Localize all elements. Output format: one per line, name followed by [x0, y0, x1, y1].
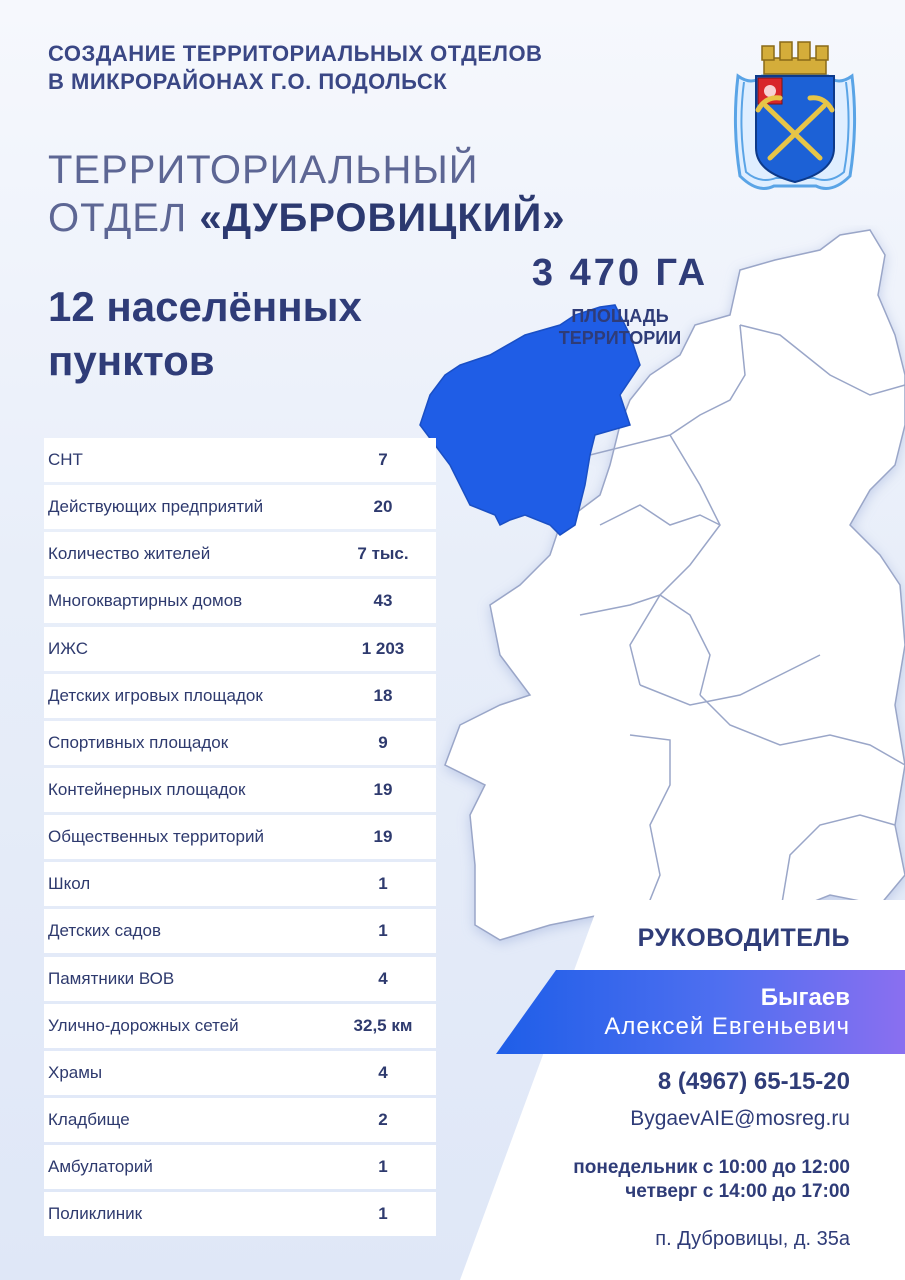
stat-label: Поликлиник: [48, 1204, 143, 1224]
stat-label: Амбулаторий: [48, 1157, 153, 1177]
stat-row: [44, 1192, 436, 1236]
stat-label: Контейнерных площадок: [48, 779, 246, 799]
settlements-line-1: 12 населённых: [48, 283, 362, 330]
stat-label: Общественных территорий: [48, 827, 264, 847]
office-address: п. Дубровицы, д. 35а: [655, 1228, 850, 1250]
stat-value: 1: [378, 921, 388, 941]
stat-label: СНТ: [48, 450, 83, 469]
stat-value: 9: [378, 732, 388, 752]
stat-value: 7 тыс.: [357, 544, 409, 564]
stat-row: [44, 579, 436, 623]
stat-value: 2: [378, 1109, 388, 1129]
stat-row: [44, 627, 436, 671]
stat-value: 19: [373, 827, 393, 847]
stat-label: Детских игровых площадок: [48, 685, 263, 705]
stat-label: Храмы: [48, 1062, 103, 1082]
coat-of-arms-icon: [728, 36, 862, 206]
header-line-1: СОЗДАНИЕ ТЕРРИТОРИАЛЬНЫХ ОТДЕЛОВ: [48, 41, 543, 66]
stat-value: 1: [378, 1204, 388, 1224]
stat-row: [44, 1004, 436, 1048]
stat-row: [44, 909, 436, 953]
stat-value: 20: [373, 497, 393, 517]
area-label-line-2: ТЕРРИТОРИИ: [558, 328, 682, 348]
stat-label: Действующих предприятий: [48, 497, 264, 517]
area-label-line-1: ПЛОЩАДЬ: [571, 306, 669, 326]
stat-label: Детских садов: [48, 921, 162, 941]
stat-value: 32,5 км: [353, 1015, 413, 1035]
area-label: [520, 305, 720, 349]
stat-value: 18: [373, 685, 393, 705]
department-name: «ДУБРОВИЦКИЙ»: [199, 196, 566, 240]
stat-label: Кладбище: [48, 1109, 130, 1129]
department-title-line-1: ТЕРРИТОРИАЛЬНЫЙ: [48, 148, 479, 192]
leader-given-names: Алексей Евгеньевич: [604, 1013, 850, 1040]
stat-value: 1: [378, 874, 388, 894]
hours-line-1: понедельник с 10:00 до 12:00: [573, 1157, 850, 1178]
stat-row: [44, 815, 436, 859]
stat-label: ИЖС: [48, 638, 89, 658]
header-line-2: В МИКРОРАЙОНАХ Г.О. ПОДОЛЬСК: [48, 69, 448, 94]
hours-line-2: четверг с 14:00 до 17:00: [625, 1181, 850, 1202]
area-value: 3 470 ГА: [531, 252, 709, 294]
stat-value: 4: [378, 1062, 388, 1082]
stat-value: 43: [373, 591, 393, 611]
stat-label: Многоквартирных домов: [48, 591, 243, 611]
leader-name-band: [496, 970, 905, 1054]
stat-row: [44, 674, 436, 718]
stat-value: 4: [378, 968, 388, 988]
stat-row: [44, 532, 436, 576]
stats-table: [44, 438, 436, 1239]
leader-email[interactable]: BygaevAIE@mosreg.ru: [630, 1107, 850, 1130]
leader-heading: РУКОВОДИТЕЛЬ: [637, 924, 850, 952]
stat-value: 1: [378, 1157, 388, 1177]
stat-label: Улично-дорожных сетей: [48, 1015, 239, 1035]
stat-row: [44, 768, 436, 812]
header-title: [48, 40, 648, 96]
stat-label: Памятники ВОВ: [48, 968, 175, 988]
stat-value: 1 203: [361, 638, 405, 658]
stat-row: [44, 862, 436, 906]
department-title-prefix: ОТДЕЛ: [48, 196, 200, 240]
stat-label: Количество жителей: [48, 544, 211, 564]
stat-row: [44, 957, 436, 1001]
stat-row: [44, 485, 436, 529]
reception-hours: [573, 1156, 850, 1204]
stat-value: 19: [373, 779, 393, 799]
stat-row: [44, 1098, 436, 1142]
leader-phone[interactable]: 8 (4967) 65-15-20: [657, 1068, 850, 1095]
stat-row: [44, 721, 436, 765]
stat-row: [44, 1051, 436, 1095]
stat-row: [44, 1145, 436, 1189]
stat-label: Спортивных площадок: [48, 732, 229, 752]
stat-row: [44, 438, 436, 482]
stat-value: 7: [378, 450, 388, 469]
settlements-count: [48, 280, 448, 388]
leader-surname: Быгаев: [760, 984, 850, 1011]
settlements-line-2: пунктов: [48, 337, 215, 384]
stat-label: Школ: [48, 874, 91, 894]
